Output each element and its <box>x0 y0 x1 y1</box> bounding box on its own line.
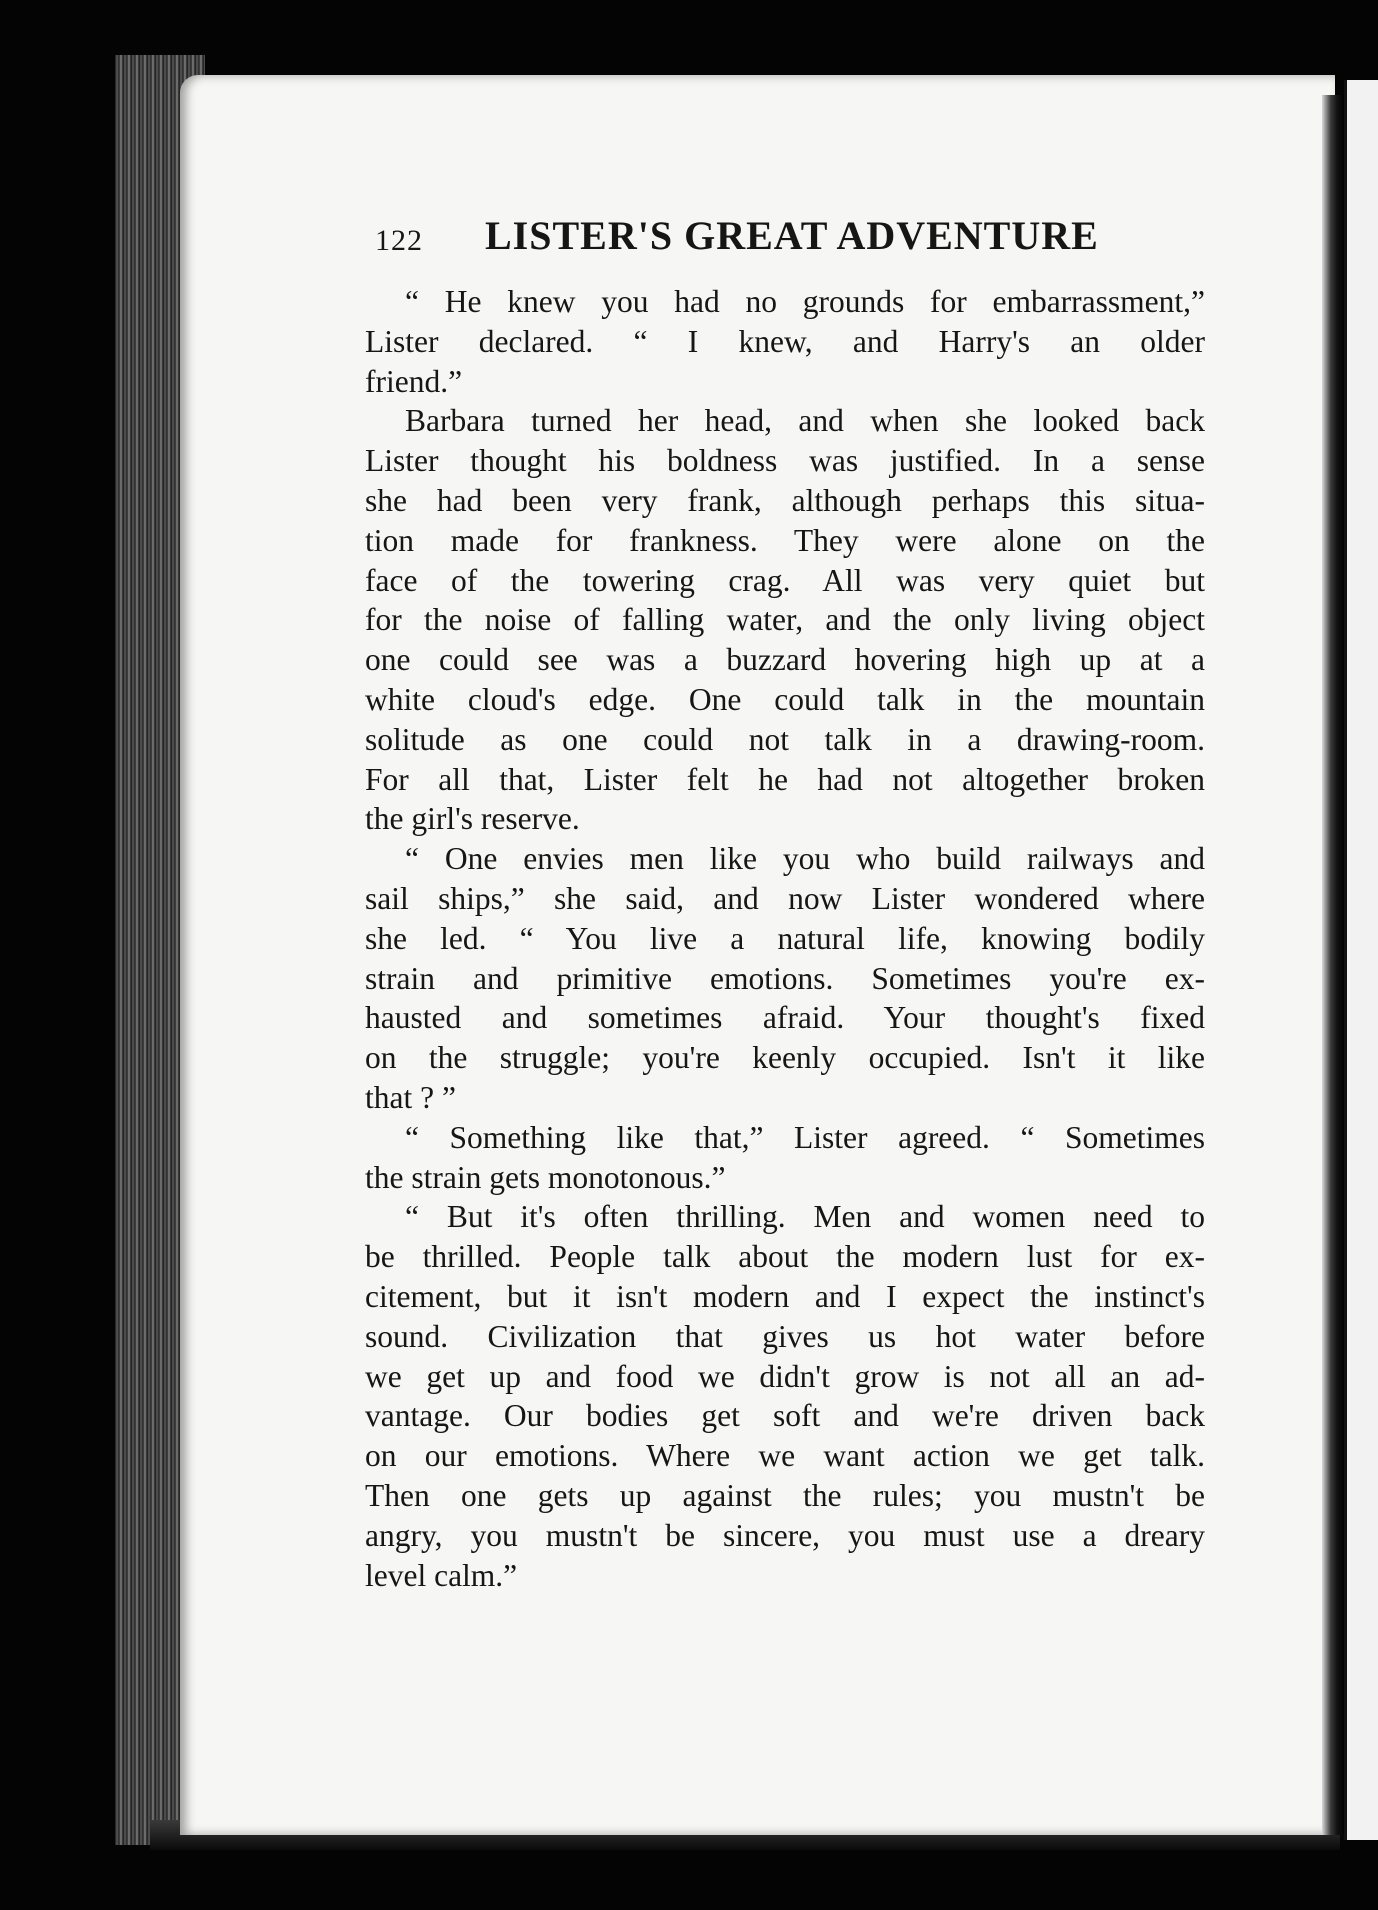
text-line: on the struggle; you're keenly occupied. Isn't it like <box>365 1040 1205 1076</box>
text-line: sound. Civilization that gives us hot water before <box>365 1318 1205 1354</box>
text-line: “ But it's often thrilling. Men and women need to <box>405 1199 1205 1235</box>
text-line: white cloud's edge. One could talk in the mountain <box>365 681 1205 717</box>
text-line: “ He knew you had no grounds for embarrassment,” <box>405 284 1205 319</box>
page-header <box>375 212 1115 262</box>
text-line: be thrilled. People talk about the modern lust for ex- <box>365 1239 1205 1275</box>
text-line: level calm.” <box>365 1557 518 1593</box>
paragraph <box>365 1118 1205 1198</box>
text-line: angry, you mustn't be sincere, you must use a dreary <box>365 1517 1205 1553</box>
text-line: face of the towering crag. All was very quiet but <box>365 562 1205 598</box>
text-line: Then one gets up against the rules; you mustn't be <box>365 1477 1205 1513</box>
text-line: the strain gets monotonous.” <box>365 1159 726 1195</box>
text-line: friend.” <box>365 363 463 399</box>
running-title: LISTER'S GREAT ADVENTURE <box>485 213 1099 258</box>
text-line: Lister thought his boldness was justified. In a sense <box>365 443 1205 479</box>
text-line: citement, but it isn't modern and I expect the instinct's <box>365 1278 1205 1314</box>
text-line: one could see was a buzzard hovering high up at a <box>365 642 1205 678</box>
text-line: tion made for frankness. They were alone on the <box>365 522 1205 558</box>
text-line: she had been very frank, although perhaps this situa- <box>365 482 1205 518</box>
paragraph <box>365 839 1205 1118</box>
text-line: Barbara turned her head, and when she looked back <box>405 403 1205 439</box>
text-line: on our emotions. Where we want action we get talk. <box>365 1438 1205 1474</box>
paragraph <box>365 401 1205 839</box>
facing-page-edge <box>1344 80 1378 1840</box>
text-line: vantage. Our bodies get soft and we're driven back <box>365 1398 1205 1434</box>
text-line: “ One envies men like you who build railways and <box>405 841 1205 877</box>
text-line: “ Something like that,” Lister agreed. “ Sometimes <box>405 1119 1205 1155</box>
text-line: solitude as one could not talk in a drawing-room. <box>365 721 1205 757</box>
text-line: for the noise of falling water, and the only living object <box>365 602 1205 638</box>
text-line: we get up and food we didn't grow is not all an ad- <box>365 1358 1205 1394</box>
text-line: For all that, Lister felt he had not altogether broken <box>365 761 1205 797</box>
paragraph <box>365 282 1205 401</box>
text-line: she led. “ You live a natural life, knowing bodily <box>365 920 1205 956</box>
paragraph <box>365 1197 1205 1595</box>
text-line: strain and primitive emotions. Sometimes you're ex- <box>365 960 1205 996</box>
book-gutter-shadow <box>1322 95 1344 1835</box>
text-line: sail ships,” she said, and now Lister wondered where <box>365 880 1205 916</box>
text-line: that ? ” <box>365 1079 456 1115</box>
text-line: hausted and sometimes afraid. Your thought's fixed <box>365 1000 1205 1036</box>
text-line: Lister declared. “ I knew, and Harry's an older <box>365 323 1205 359</box>
text-line: the girl's reserve. <box>365 801 580 837</box>
body-text <box>365 282 1205 1595</box>
page-number: 122 <box>375 224 423 257</box>
